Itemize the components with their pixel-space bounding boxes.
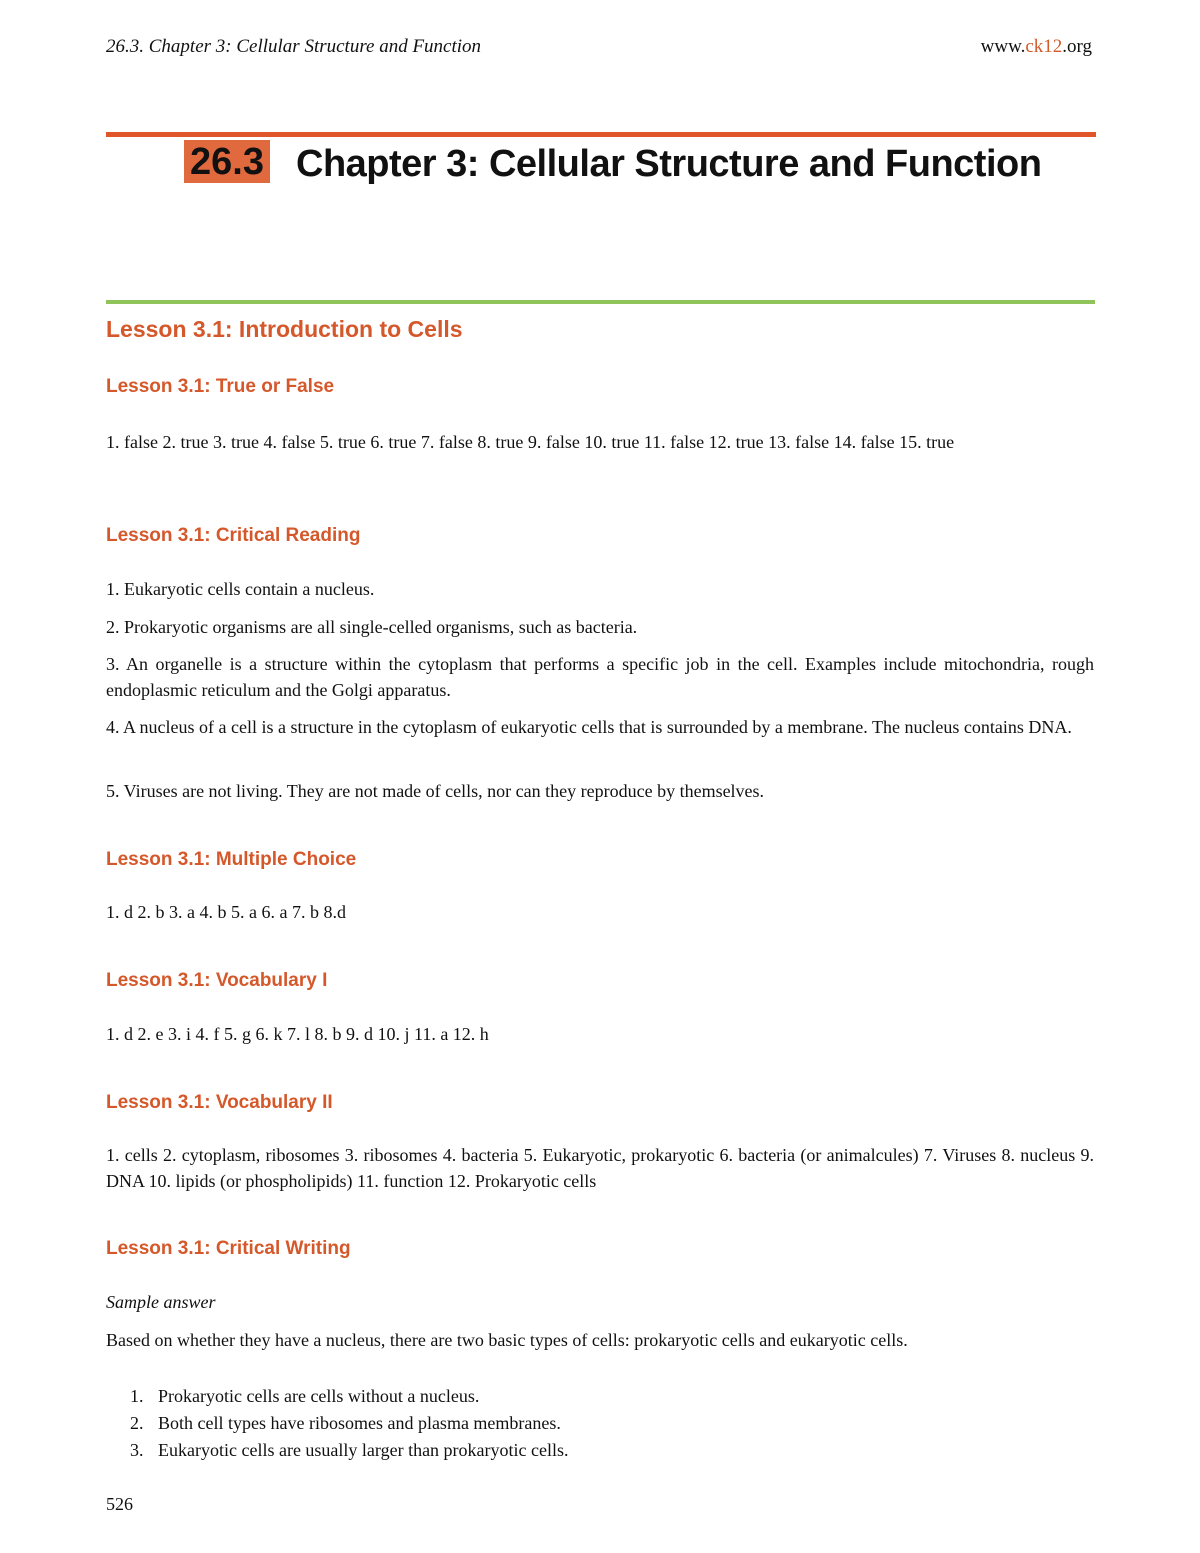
- running-header: [106, 36, 1092, 58]
- site-prefix: www.: [980, 36, 1026, 57]
- list-number: 1.: [130, 1386, 144, 1406]
- critical-writing-list-item: [130, 1410, 561, 1437]
- list-number: 3.: [130, 1440, 144, 1460]
- vocabulary-1-heading: Lesson 3.1: Vocabulary I: [106, 970, 328, 991]
- lesson-title: Lesson 3.1: Introduction to Cells: [106, 316, 463, 342]
- list-text: Prokaryotic cells are cells without a nucleus.: [158, 1386, 480, 1406]
- chapter-title: Chapter 3: Cellular Structure and Function: [296, 143, 1042, 185]
- multiple-choice-answers: 1. d 2. b 3. a 4. b 5. a 6. a 7. b 8.d: [106, 902, 346, 922]
- vocabulary-2-heading: Lesson 3.1: Vocabulary II: [106, 1092, 333, 1113]
- critical-writing-list-item: [130, 1383, 479, 1410]
- chapter-rule: [106, 132, 1096, 137]
- critical-reading-heading: Lesson 3.1: Critical Reading: [106, 525, 361, 546]
- critical-reading-item: 1. Eukaryotic cells contain a nucleus.: [106, 579, 375, 599]
- true-false-answers: 1. false 2. true 3. true 4. false 5. true 6. true 7. false 8. true 9. false 10. true 11. false 12. true 13. false 14. false 15. true: [106, 432, 955, 452]
- critical-reading-item: 4. A nucleus of a cell is a structure in the cytoplasm of eukaryotic cells that is surrounded by a membrane. The nucleus contains DNA.: [106, 717, 1072, 737]
- critical-reading-item: 5. Viruses are not living. They are not made of cells, nor can they reproduce by themselves.: [106, 781, 765, 801]
- multiple-choice-heading: Lesson 3.1: Multiple Choice: [106, 849, 357, 870]
- vocabulary-1-answers: 1. d 2. e 3. i 4. f 5. g 6. k 7. l 8. b 9. d 10. j 11. a 12. h: [106, 1024, 489, 1044]
- site-brand: ck12: [1025, 36, 1063, 57]
- critical-reading-item: 2. Prokaryotic organisms are all single-celled organisms, such as bacteria.: [106, 617, 638, 637]
- critical-writing-list-item: [130, 1437, 569, 1464]
- critical-reading-item: 3. An organelle is a structure within the cytoplasm that performs a specific job in the cell. Examples include mitochondria, rough endoplasmic reticulum and the Golgi apparatus.: [106, 654, 1094, 700]
- critical-writing-intro: Based on whether they have a nucleus, there are two basic types of cells: prokaryotic cells and eukaryotic cells.: [106, 1330, 908, 1350]
- true-false-heading: Lesson 3.1: True or False: [106, 376, 335, 397]
- chapter-number: 26.3: [184, 140, 270, 183]
- sample-answer-label: Sample answer: [106, 1292, 216, 1312]
- running-title: 26.3. Chapter 3: Cellular Structure and Function: [106, 36, 482, 57]
- page-number: 526: [106, 1494, 133, 1514]
- critical-writing-heading: Lesson 3.1: Critical Writing: [106, 1238, 351, 1259]
- site-url[interactable]: [981, 36, 1092, 58]
- lesson-rule: [106, 300, 1095, 304]
- vocabulary-2-answers: 1. cells 2. cytoplasm, ribosomes 3. ribosomes 4. bacteria 5. Eukaryotic, prokaryotic 6. bacteria (or animalcules) 7. Viruses 8. nucleus 9. DNA 10. lipids (or phospholipids) 11. function 12. Prokaryotic cells: [106, 1145, 1094, 1191]
- list-number: 2.: [130, 1413, 144, 1433]
- list-text: Both cell types have ribosomes and plasma membranes.: [158, 1413, 561, 1433]
- list-text: Eukaryotic cells are usually larger than prokaryotic cells.: [158, 1440, 569, 1460]
- site-suffix: .org: [1062, 36, 1092, 57]
